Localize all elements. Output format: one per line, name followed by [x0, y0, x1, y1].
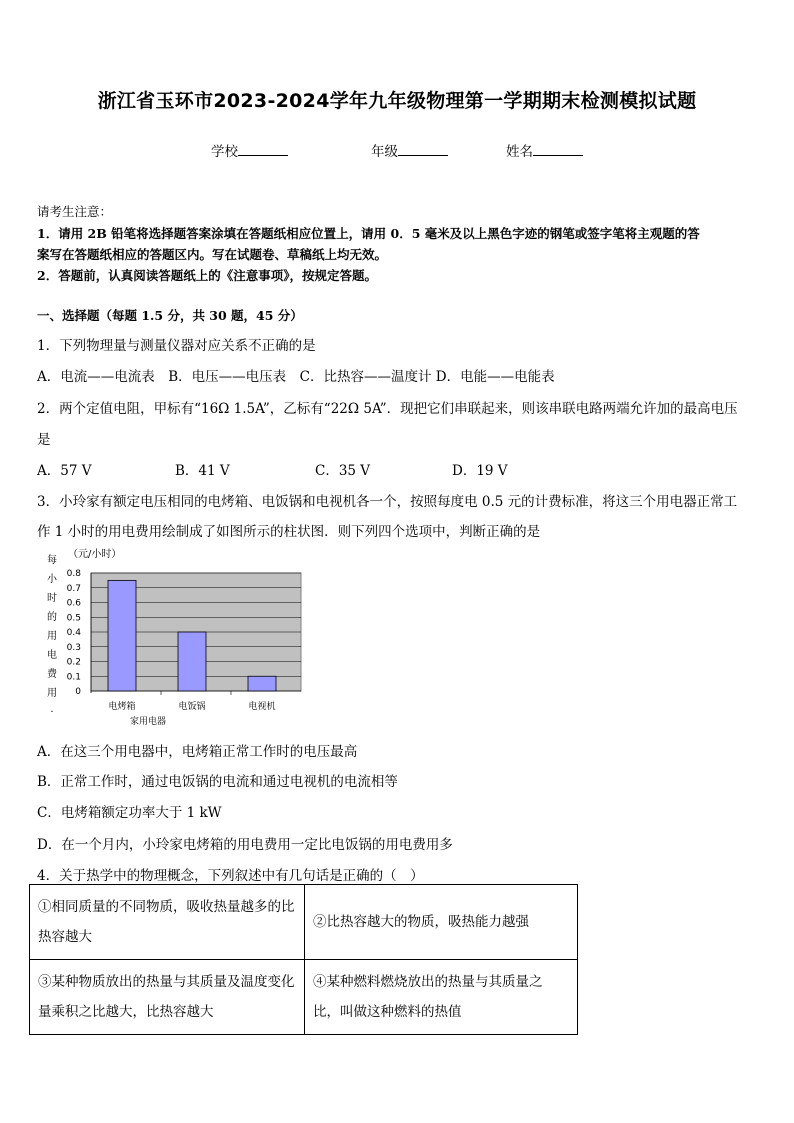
q2-option-b[interactable]: B．41 V: [175, 463, 230, 479]
q2-stem-a: 2．两个定值电阻，甲标有“16Ω 1.5A”，乙标有“22Ω 5A”．现把它们串联起来，则该串联电路两端允许加的最高电压: [37, 401, 738, 417]
school-field[interactable]: [211, 140, 288, 160]
school-label: 学校: [211, 144, 238, 160]
y-axis-label-char: 用: [47, 688, 57, 699]
name-field[interactable]: [506, 140, 583, 160]
y-axis-label-char: 费: [47, 669, 57, 680]
y-tick-label: 0: [75, 687, 81, 697]
q2-options: [37, 459, 757, 477]
y-axis-label-char: 的: [47, 612, 57, 623]
q1-options: A．电流——电流表 B．电压——电压表 C．比热容——温度计 D．电能——电能表: [37, 369, 555, 385]
grade-label: 年级: [371, 144, 398, 160]
school-blank[interactable]: [238, 143, 288, 156]
y-tick-label: 0.3: [66, 642, 81, 653]
q4-statements-table: [29, 884, 578, 1035]
section-heading: 一、选择题（每题 1.5 分，共 30 题，45 分）: [37, 308, 303, 323]
y-axis-label-char: 用: [47, 631, 57, 642]
q2-option-a[interactable]: A．57 V: [37, 463, 92, 479]
y-tick-label: 0.1: [66, 672, 81, 683]
q1-stem: 1．下列物理量与测量仪器对应关系不正确的是: [37, 338, 316, 354]
q3-option-d[interactable]: D．在一个月内，小玲家电烤箱的用电费用一定比电饭锅的用电费用多: [37, 837, 453, 853]
x-tick-label: 电视机: [248, 702, 276, 712]
q4-statement-4: ④某种燃料燃烧放出的热量与其质量之比，叫做这种燃料的热值: [305, 960, 578, 1035]
bar: [178, 632, 206, 691]
y-tick-label: 0.2: [66, 657, 81, 668]
q3-option-a[interactable]: A．在这三个用电器中，电烤箱正常工作时的电压最高: [37, 744, 358, 760]
x-tick-label: 电饭锅: [178, 702, 206, 712]
q2-option-d[interactable]: D．19 V: [452, 463, 508, 479]
x-tick-label: 电烤箱: [108, 702, 136, 712]
grade-blank[interactable]: [398, 143, 448, 156]
y-tick-label: 0.7: [66, 583, 81, 594]
y-tick-label: 0.6: [66, 598, 81, 609]
bar: [108, 580, 136, 691]
page-title: 浙江省玉环市2023-2024学年九年级物理第一学期期末检测模拟试题: [97, 90, 697, 112]
y-tick-label: 0.4: [66, 628, 81, 638]
q2-stem-b: 是: [37, 432, 51, 448]
y-axis-label-char: 小: [47, 574, 57, 585]
x-axis-label: 家用电器: [129, 717, 167, 727]
q4-statement-3: ③某种物质放出的热量与其质量及温度变化量乘积之比越大，比热容越大: [30, 960, 305, 1035]
y-tick-label: 0.8: [66, 569, 81, 579]
q4-stem: 4．关于热学中的物理概念，下列叙述中有几句话是正确的（ ）: [37, 868, 424, 884]
notice-item-2: 2．答题前，认真阅读答题纸上的《注意事项》，按规定答题。: [37, 268, 377, 283]
q4-statement-2: ②比热容越大的物质，吸热能力越强: [305, 885, 578, 960]
y-axis-label-char: ·: [50, 707, 54, 718]
notice-item-1b: 案写在答题纸相应的答题区内。写在试题卷、草稿纸上均无效。: [37, 247, 388, 262]
y-axis-label-char: 每: [47, 555, 57, 566]
y-tick-label: 0.5: [66, 613, 81, 624]
q2-option-c[interactable]: C．35 V: [315, 463, 371, 479]
y-axis-label-char: 时: [47, 593, 57, 604]
q3-option-c[interactable]: C．电烤箱额定功率大于 1 kW: [37, 805, 222, 821]
name-label: 姓名: [506, 144, 533, 160]
notice-heading: 请考生注意：: [37, 204, 113, 219]
q3-stem-a: 3．小玲家有额定电压相同的电烤箱、电饭锅和电视机各一个，按照每度电 0.5 元的计费标准，将这三个用电器正常工: [37, 494, 738, 510]
name-blank[interactable]: [533, 143, 583, 156]
y-axis-label-char: 电: [47, 650, 57, 661]
grade-field[interactable]: [371, 140, 448, 160]
unit-label: （元/小时）: [68, 549, 122, 560]
q4-statement-1: ①相同质量的不同物质，吸收热量越多的比热容越大: [30, 885, 305, 960]
notice-item-1a: 1．请用 2B 铅笔将选择题答案涂填在答题纸相应位置上，请用 0．5 毫米及以上黑色字迹的钢笔或签字笔将主观题的答: [37, 226, 700, 241]
bar: [248, 676, 276, 691]
q3-stem-b: 作 1 小时的用电费用绘制成了如图所示的柱状图．则下列四个选项中，判断正确的是: [37, 524, 541, 540]
q3-option-b[interactable]: B．正常工作时，通过电饭锅的电流和通过电视机的电流相等: [37, 774, 398, 790]
bar-chart: [40, 545, 310, 730]
